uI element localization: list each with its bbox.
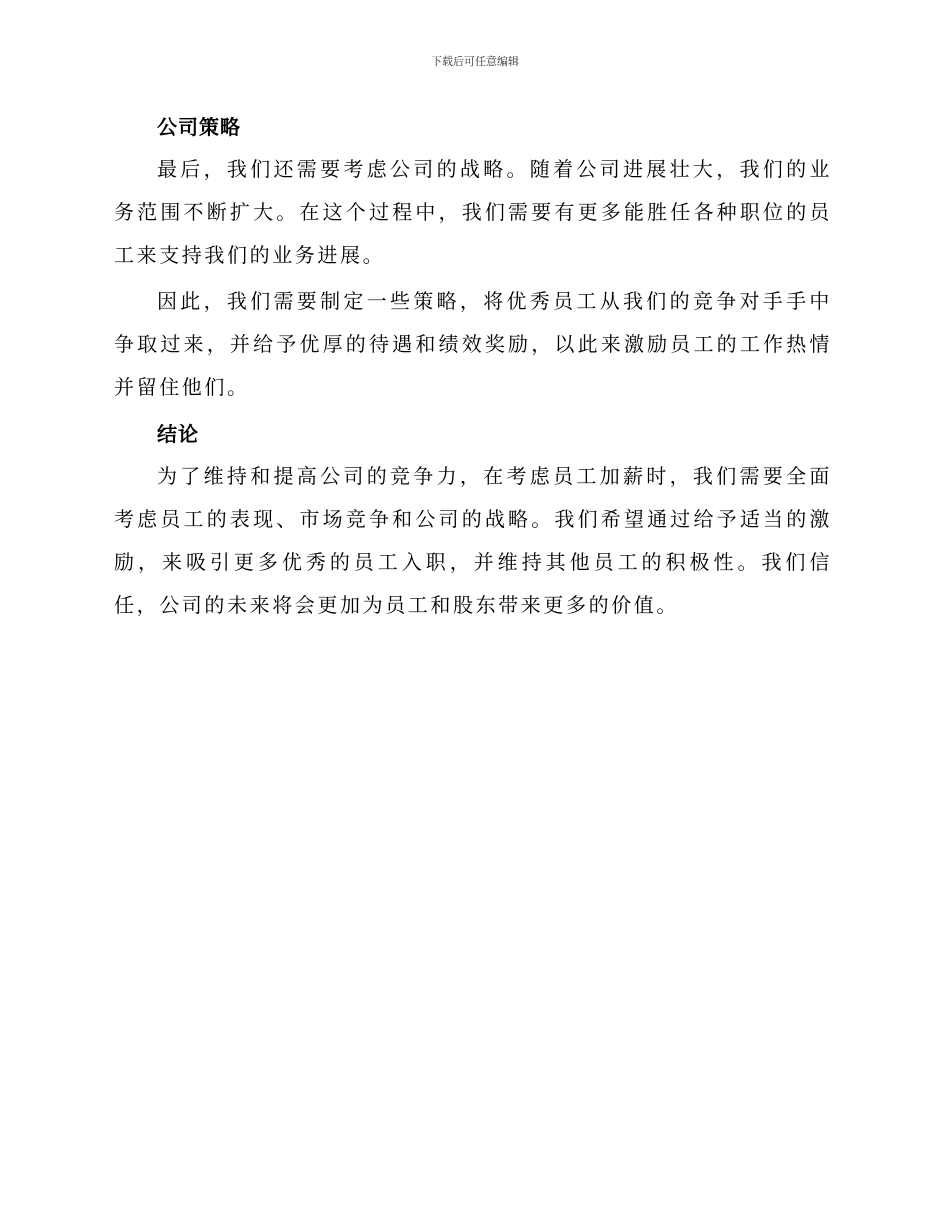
section-heading-company-strategy: 公司策略 [157, 115, 241, 139]
page-header-note: 下载后可任意编辑 [431, 55, 519, 68]
paragraph-strategy-2: 因此，我们需要制定一些策略，将优秀员工从我们的竞争对手手中争取过来，并给予优厚的待遇和绩效奖励，以此来激励员工的工作热情并留住他们。 [114, 289, 832, 399]
paragraph-strategy-1: 最后，我们还需要考虑公司的战略。随着公司进展壮大，我们的业务范围不断扩大。在这个过程中，我们需要有更多能胜任各种职位的员工来支持我们的业务进展。 [114, 157, 832, 267]
paragraph-conclusion-1: 为了维持和提高公司的竞争力，在考虑员工加薪时，我们需要全面考虑员工的表现、市场竞争和公司的战略。我们希望通过给予适当的激励，来吸引更多优秀的员工入职，并维持其他员工的积极性。我们信任，公司的未来将会更加为员工和股东带来更多的价值。 [114, 464, 832, 617]
section-heading-conclusion: 结论 [157, 422, 199, 446]
document-body [114, 106, 832, 627]
